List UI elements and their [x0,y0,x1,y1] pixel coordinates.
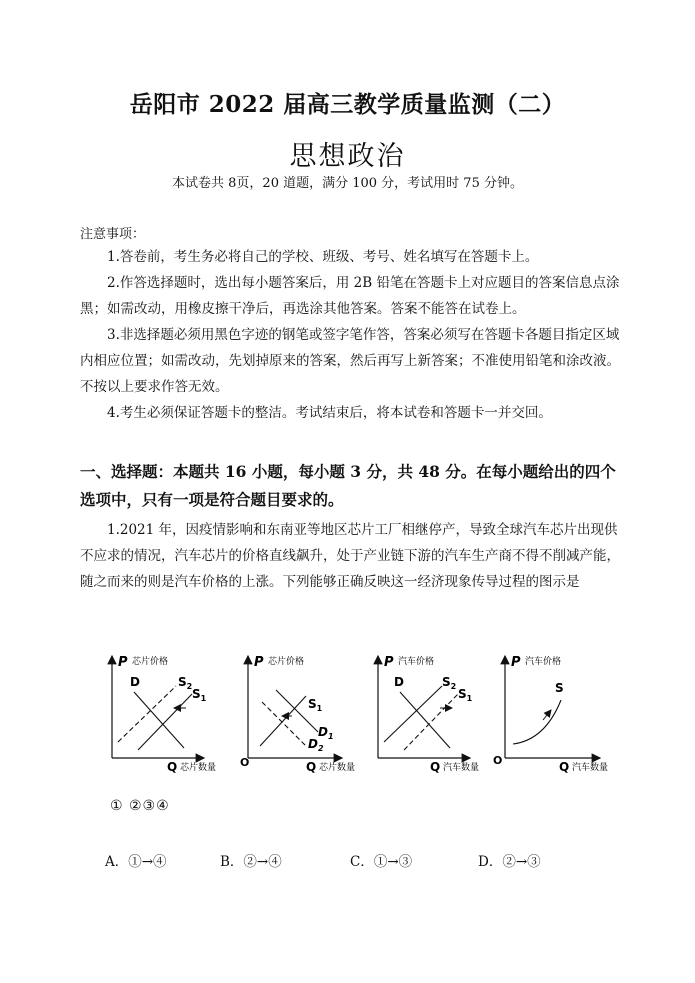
option-a-text: ①→④ [128,854,167,870]
notice-item-3: 3.非选择题必须用黑色字迹的钢笔或签字笔作答，答案必须写在答题卡各题目指定区域内相应位置；如需改动，先划掉原来的答案，然后再写上新答案；不准使用铅笔和涂改液。不按以上要求作答无效。 [80,327,620,395]
graph-3-s1-label: $S_1$ [458,687,473,703]
graph-4-p-title: 汽车价格 [525,657,562,667]
graph-1-s2-label: $S_2$ [178,675,193,691]
question-1-text: 1.2021 年，因疫情影响和东南亚等地区芯片工厂相继停产，导致全球汽车芯片出现供不应求的情况，汽车芯片的价格直线飙升，处于产业链下游的汽车生产商不得不削减产能，随之而来的则是汽车价格的上涨。下列能够正确反映这一经济现象传导过程的图示是 [80,522,620,590]
graph-2 [240,655,355,774]
notice-item-2: 2.作答选择题时，选出每小题答案后，用 2B 铅笔在答题卡上对应题目的答案信息点涂黑；如需改动，用橡皮擦干净后，再选涂其他答案。答案不能答在试卷上。 [80,275,620,317]
option-d-text: ②→③ [502,854,541,870]
graph-2-d2-curve [262,702,306,746]
graph-3-q-label: Q [430,760,441,774]
graph-3-s2-curve [384,686,442,742]
graph-1-d-label: D [130,675,140,689]
graph-2-d1-label: $D_1$ [318,725,334,741]
graph-4-p-label: P [511,655,521,670]
graph-3-d-label: D [394,675,404,689]
notice-item-1: 1.答卷前，考生务必将自己的学校、班级、考号、姓名填写在答题卡上。 [107,249,539,265]
graph-1 [112,655,216,774]
graph-1-q-title: 芯片数量 [180,763,217,773]
option-b-letter: B． [220,854,244,870]
graph-2-p-label: P [254,655,264,670]
graph-3-q-title: 汽车数量 [443,763,480,773]
graph-1-s1-label: $S_1$ [192,687,207,703]
supply-demand-graphs [100,650,620,780]
graph-1-s1-curve [138,694,192,750]
graph-3-s2-label: $S_2$ [442,675,457,691]
graph-4-arrow [543,710,551,720]
option-d-letter: D． [478,854,503,870]
graph-3-p-title: 汽车价格 [398,657,435,667]
graph-1-q-label: Q [167,760,178,774]
section-heading: 一、选择题：本题共 16 小题，每小题 3 分，共 48 分。在每小题给出的四个选项中，只有一项是符合题目要求的。 [80,462,616,509]
graph-2-origin: O [240,756,250,769]
subject-title: 思想政治 [289,141,406,172]
graph-2-d2-label: $D_2$ [308,737,324,753]
graph-4-origin: O [493,754,503,767]
option-a[interactable] [105,850,167,870]
graph-2-p-title: 芯片价格 [268,657,305,667]
graph-4-s-curve [513,700,561,744]
page-title: 岳阳市 2022 届高三教学质量监测（二） [129,91,566,118]
notice-item-4: 4.考生必须保证答题卡的整洁。考试结束后，将本试卷和答题卡一并交回。 [107,405,552,421]
option-b[interactable] [220,850,282,870]
option-d[interactable] [478,850,541,870]
graph-4-q-label: Q [559,760,570,774]
graph-1-p-title: 芯片价格 [132,657,169,667]
graph-2-s1-label: $S_1$ [308,697,323,713]
exam-info: 本试卷共 8页，20 道题，满分 100 分，考试用时 75 分钟。 [172,176,523,191]
option-c[interactable] [350,850,412,870]
graph-3-p-label: P [384,655,394,670]
graph-4-q-title: 汽车数量 [572,763,609,773]
graph-2-q-label: Q [306,760,317,774]
graph-1-p-label: P [118,655,128,670]
notice-heading: 注意事项： [80,227,146,242]
option-a-letter: A． [105,854,129,870]
graph-4-s-label: S [555,681,564,695]
graph-3 [378,655,479,774]
graph-numbers: ① ②③④ [110,798,170,814]
graph-4 [493,655,608,774]
option-b-text: ②→④ [243,854,282,870]
graph-2-q-title: 芯片数量 [319,763,356,773]
option-c-letter: C． [350,854,374,870]
option-c-text: ①→③ [373,854,413,870]
graph-3-s1-curve [404,694,458,750]
graph-1-s2-curve [118,686,176,742]
